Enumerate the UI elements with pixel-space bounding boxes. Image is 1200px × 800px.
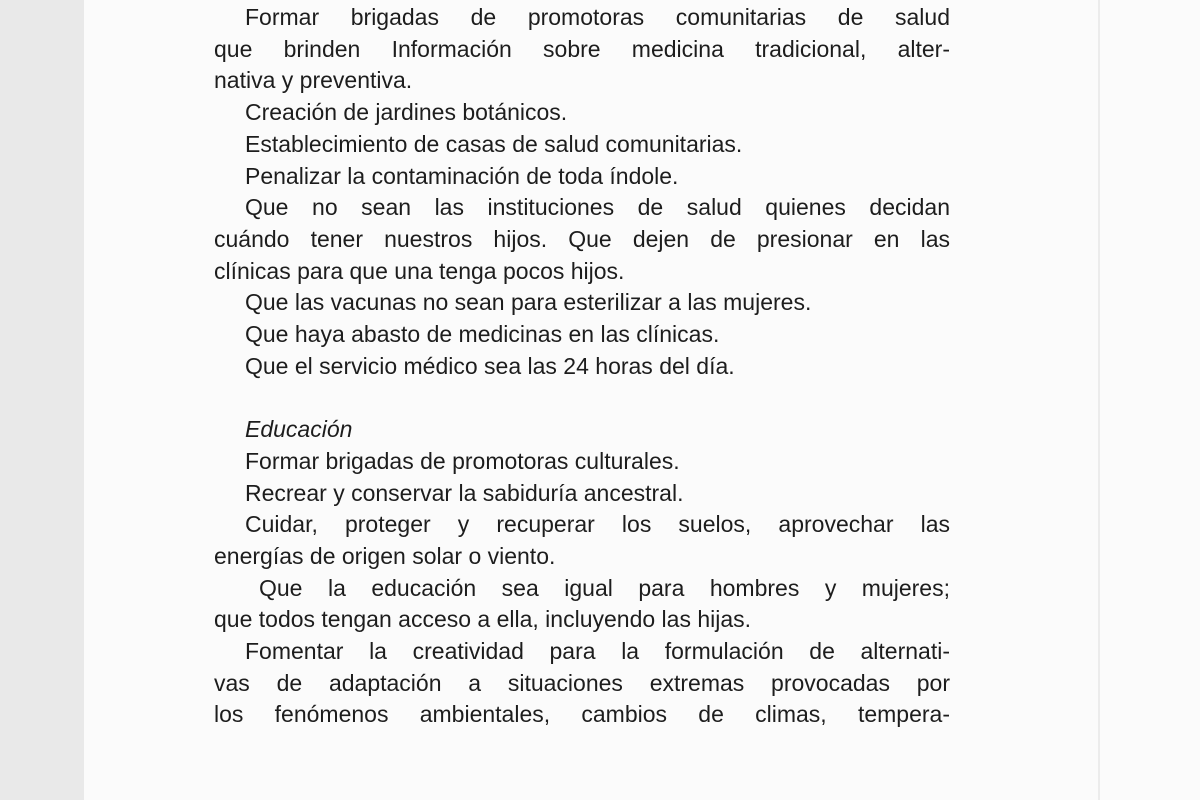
educacion-line-8: vas de adaptación a situaciones extremas provocadas por bbox=[214, 669, 950, 696]
salud-line-9: clínicas para que una tenga pocos hijos. bbox=[214, 257, 625, 284]
educacion-line-9: los fenómenos ambientales, cambios de climas, tempera- bbox=[214, 701, 950, 728]
page-edge-line bbox=[1098, 0, 1100, 800]
scan-left-margin bbox=[0, 0, 84, 800]
salud-line-11: Que haya abasto de medicinas en las clínicas. bbox=[245, 321, 720, 348]
educacion-line-4: energías de origen solar o viento. bbox=[214, 542, 556, 569]
salud-line-3: nativa y preventiva. bbox=[214, 67, 413, 94]
salud-line-1: Formar brigadas de promotoras comunitarias de salud bbox=[245, 4, 950, 30]
salud-line-5: Establecimiento de casas de salud comunitarias. bbox=[245, 130, 743, 157]
educacion-line-5: Que la educación sea igual para hombres y mujeres; bbox=[259, 574, 950, 601]
section-heading-educacion: Educación bbox=[245, 416, 353, 443]
educacion-line-6: que todos tengan acceso a ella, incluyendo las hijas. bbox=[214, 606, 752, 633]
page-body-text bbox=[214, 0, 950, 731]
salud-line-4: Creación de jardines botánicos. bbox=[245, 99, 568, 126]
educacion-line-2: Recrear y conservar la sabiduría ancestral. bbox=[245, 479, 684, 506]
salud-line-6: Penalizar la contaminación de toda índole. bbox=[245, 162, 679, 189]
educacion-line-3: Cuidar, proteger y recuperar los suelos, aprovechar las bbox=[245, 511, 950, 538]
salud-line-8: cuándo tener nuestros hijos. Que dejen de presionar en las bbox=[214, 225, 950, 252]
salud-line-2: que brinden Información sobre medicina tradicional, alter- bbox=[214, 35, 950, 62]
educacion-line-7: Fomentar la creatividad para la formulación de alternati- bbox=[245, 638, 950, 665]
salud-line-12: Que el servicio médico sea las 24 horas del día. bbox=[245, 352, 735, 379]
salud-line-7: Que no sean las instituciones de salud quienes decidan bbox=[245, 194, 950, 221]
educacion-line-1: Formar brigadas de promotoras culturales. bbox=[245, 447, 680, 474]
salud-line-10: Que las vacunas no sean para esterilizar a las mujeres. bbox=[245, 289, 812, 316]
